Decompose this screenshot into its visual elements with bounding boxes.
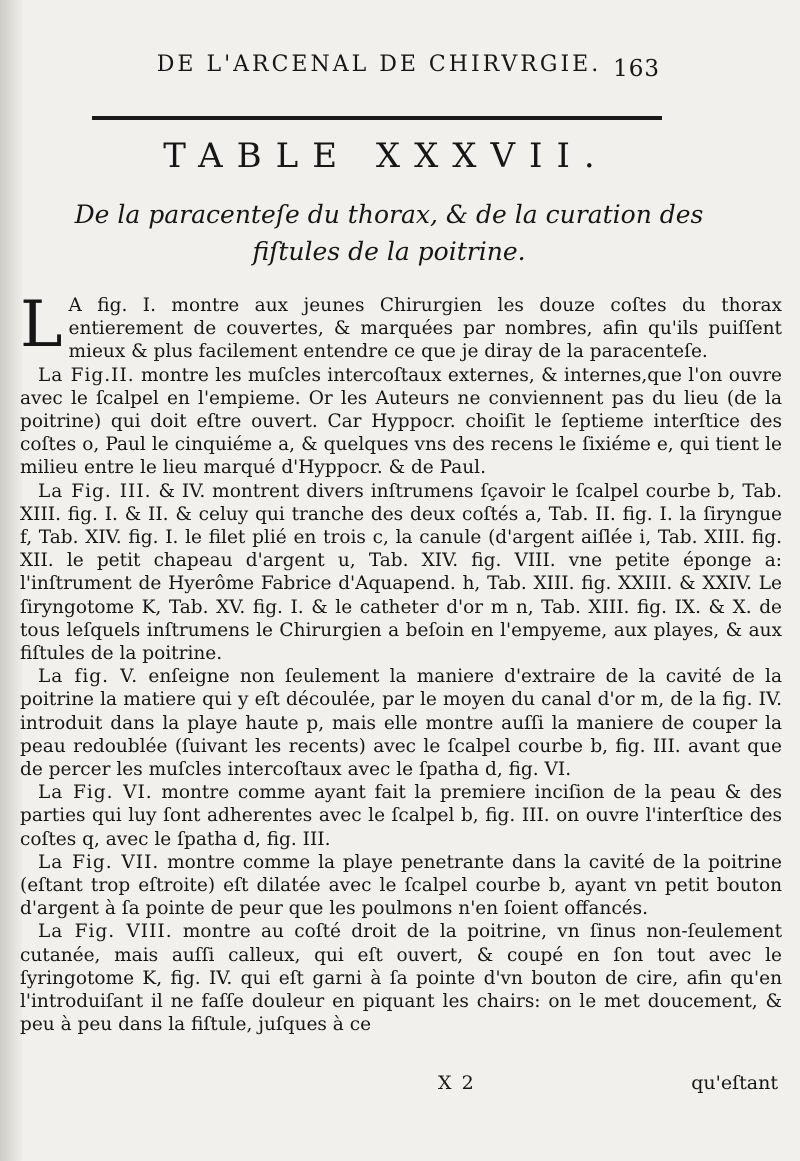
paragraph-7	[20, 920, 782, 1036]
paragraph-text: montre comme la playe penetrante dans la cavité de la poitrine (eſtant trop eſtroite) eſt dilatée avec le ſcalpel courbe b, ayant vn petit bouton d'argent à ſa pointe de peur que les poulmons n'en ſoient offancés.	[20, 851, 782, 920]
catchword: qu'eſtant	[691, 1072, 778, 1094]
paragraph-4	[20, 665, 782, 781]
paragraph-3	[20, 480, 782, 666]
paragraph-1	[20, 294, 782, 364]
paragraph-lead: La Fig. VII.	[38, 851, 160, 873]
paragraph-lead: La Fig. III.	[38, 480, 152, 502]
paragraph-text: montre au coſté droit de la poitrine, vn ſinus non-ſeulement cutanée, mais auſſi calleux, qui eſt ouvert, & coupé en ſon tout avec le ſyringotome K, fig. IV. qui eſt garni à ſa pointe d'vn bouton de cire, afin qu'en l'introduiſant il ne faſſe douleur en piquant les chairs: on le met doucement, & peu à peu dans la fiſtule, juſques à ce	[20, 921, 782, 1036]
body-text	[20, 294, 782, 1132]
paragraph-text: & IV. montrent divers inſtrumens ſçavoir le ſcalpel courbe b, Tab. XIII. fig. I. & II. & celuy qui tranche des deux coſtés a, Tab. II. fig. I. la ſiryngue f, Tab. XIV. fig. I. le filet plié en trois c, la canule (d'argent aiſlée i, Tab. XIII. fig. XII. le petit chapeau d'argent u, Tab. XIV. fig. VIII. vne petite éponge a: l'inſtrument de Hyerôme Fabrice d'Aquapend. h, Tab. XIII. fig. XXIII. & XXIV. Le ſiryngotome K, Tab. XV. fig. I. & le catheter d'or m n, Tab. XIII. fig. IX. & X. de tous leſquels inſtrumens le Chirurgien a beſoin en l'empyeme, aux playes, & aux fiſtules de la poitrine.	[20, 480, 782, 665]
running-header: DE L'ARCENAL DE CHIRVRGIE.	[156, 52, 602, 77]
paragraph-5	[20, 781, 782, 851]
paragraph-text: montre comme ayant fait la premiere inciſion de la peau & des parties qui luy ſont adherentes avec le ſcalpel b, fig. III. on ouvre l'interſtice des coſtes q, avec le ſpatha d, fig. III.	[20, 782, 782, 850]
paragraph-lead: La Fig. VIII.	[38, 921, 173, 943]
page-footer	[20, 1070, 778, 1102]
page-edge-shadow	[0, 0, 22, 1161]
paragraph-6	[20, 851, 782, 921]
section-subtitle: De la paracenteſe du thorax, & de la curation des fiſtules de la poitrine.	[74, 200, 704, 266]
paragraph-text: A fig. I. montre aux jeunes Chirurgien les douze coſtes du thorax entierement de couvertes, & marquées par nombres, afin qu'ils puiſſent mieux & plus facilement entendre ce que je diray de la paracenteſe.	[68, 295, 782, 363]
drop-cap: L	[20, 294, 63, 362]
page-number: 163	[613, 56, 660, 82]
paragraph-lead: La Fig. VI.	[38, 782, 153, 804]
table-title: TABLE XXXVII.	[163, 136, 609, 176]
signature-mark: X 2	[438, 1072, 476, 1094]
paragraph-lead: La Fig.II.	[38, 364, 135, 386]
paragraph-lead: La fig. V.	[38, 666, 139, 688]
paragraph-2	[20, 364, 782, 480]
paragraph-text: montre les muſcles intercoſtaux externes, & internes,que l'on ouvre avec le ſcalpel en l'empieme. Or les Auteurs ne conviennent pas du lieu (de la poitrine) qui doit eſtre ouvert. Car Hyppocr. choiſit le ſeptieme interſtice des coſtes o, Paul le cinquiéme a, & quelques vns des recens le ſixiéme e, qui tient le milieu entre le lieu marqué d'Hyppocr. & de Paul.	[20, 364, 782, 479]
paragraph-text: enſeigne non ſeulement la maniere d'extraire de la cavité de la poitrine la matiere qui y eſt découlée, par le moyen du canal d'or m, de la fig. IV. introduit dans la playe haute p, mais elle montre auſſi la maniere de couper la peau redoublée (ſuivant les recents) avec le ſcalpel courbe b, fig. III. avant que de percer les muſcles intercoſtaux avec le ſpatha d, fig. VI.	[20, 666, 782, 781]
header-rule	[92, 116, 662, 120]
